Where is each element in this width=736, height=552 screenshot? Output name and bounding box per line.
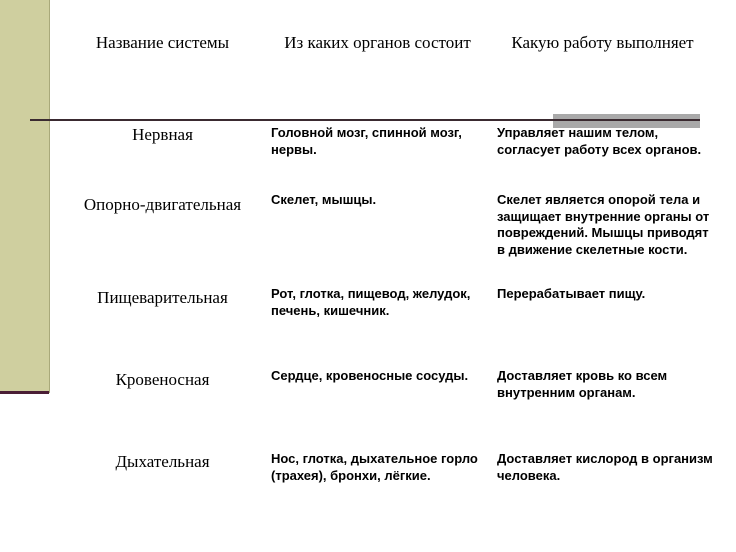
- system-name: Дыхательная: [115, 452, 210, 471]
- system-organs: Нос, глотка, дыхательное горло (трахея), бронхи, лёгкие.: [271, 451, 478, 483]
- system-work: Управляет нашим телом, согласует работу всех органов.: [497, 125, 702, 157]
- system-organs: Скелет, мышцы.: [271, 192, 377, 207]
- system-organs: Головной мозг, спинной мозг, нервы.: [271, 125, 462, 157]
- header-system-name: Название системы: [95, 33, 230, 52]
- system-name: Опорно-двигательная: [83, 195, 242, 214]
- header-divider: [30, 119, 700, 121]
- header-organs: Из каких органов состоит: [284, 33, 471, 52]
- system-organs: Сердце, кровеносные сосуды.: [271, 368, 469, 383]
- header-work: Какую работу выполняет: [511, 33, 694, 52]
- system-work: Доставляет кислород в организм человека.: [497, 451, 713, 483]
- system-work: Скелет является опорой тела и защищает внутренние органы от повреждений. Мышцы приводят в движение скелетные кости.: [497, 192, 710, 257]
- system-name: Кровеносная: [115, 370, 210, 389]
- system-organs: Рот, глотка, пищевод, желудок, печень, кишечник.: [271, 286, 471, 318]
- system-name: Пищеварительная: [97, 288, 228, 307]
- system-work: Доставляет кровь ко всем внутренним органам.: [497, 368, 668, 400]
- system-work: Перерабатывает пищу.: [497, 286, 646, 301]
- side-band-underline: [0, 391, 49, 394]
- decorative-side-band: [0, 0, 50, 393]
- system-name: Нервная: [132, 125, 193, 144]
